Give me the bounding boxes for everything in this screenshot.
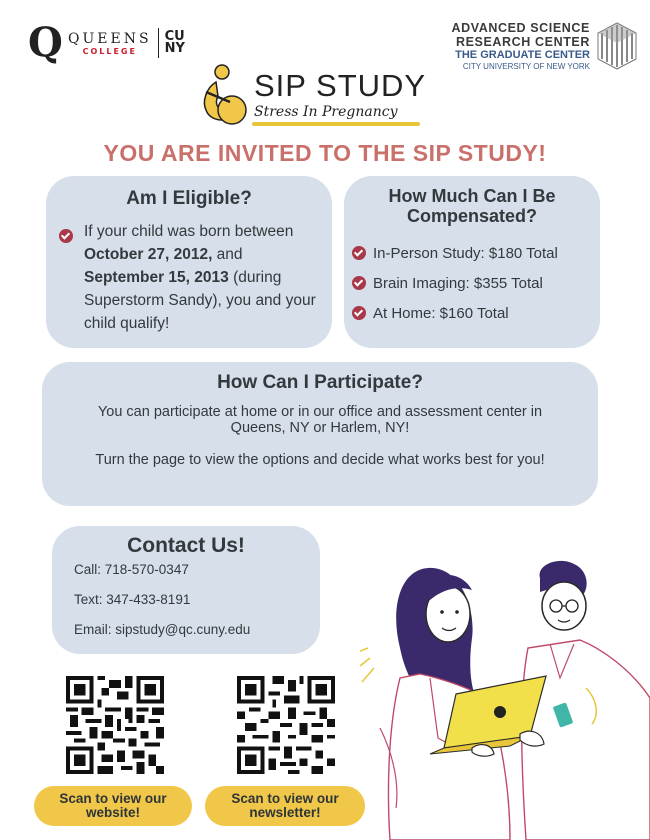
contact-title: Contact Us!: [127, 534, 245, 557]
sip-logo-subtitle: Stress In Pregnancy: [254, 104, 398, 120]
compensation-title: [344, 186, 600, 226]
eligibility-date-1: October 27, 2012,: [84, 246, 213, 263]
pregnancy-figure-icon: [196, 62, 252, 132]
scan-newsletter-line-1: Scan to view our: [231, 791, 339, 806]
asrc-logo: [438, 20, 638, 72]
asrc-wordmark: [438, 21, 590, 72]
cuny-logo-top: CU: [164, 29, 185, 44]
compensation-title-line-2: Compensated?: [406, 206, 538, 226]
asrc-line-2: RESEARCH CENTER: [455, 34, 590, 49]
check-bullet-icon: [352, 306, 366, 320]
contact-card: [52, 526, 320, 654]
scan-website-line-1: Scan to view our: [59, 791, 167, 806]
eligibility-text-3: (during Superstorm Sandy), you and your child qualify!: [84, 269, 316, 332]
sip-logo-underline: [252, 122, 420, 126]
participate-paragraph-2: Turn the page to view the options and decide what works best for you!: [95, 452, 545, 468]
eligibility-text: [84, 220, 324, 335]
contact-email[interactable]: Email: sipstudy@qc.cuny.edu: [74, 622, 251, 637]
contact-phone[interactable]: Call: 718-570-0347: [74, 562, 189, 577]
invite-heading: YOU ARE INVITED TO THE SIP STUDY!: [103, 140, 547, 166]
list-item: [352, 268, 598, 298]
participate-title: How Can I Participate?: [217, 372, 423, 393]
scan-newsletter-line-2: newsletter!: [249, 805, 321, 820]
qr-code-newsletter-icon[interactable]: [237, 676, 335, 774]
eligibility-card: [46, 176, 332, 348]
eligibility-date-2: September 15, 2013: [84, 269, 229, 286]
scan-website-label[interactable]: [34, 786, 192, 826]
cuny-logo-bottom: NY: [164, 41, 185, 56]
compensation-item-label: Brain Imaging: $355 Total: [373, 274, 543, 292]
compensation-list: [352, 238, 598, 328]
check-bullet-icon: [59, 229, 73, 243]
compensation-item-label: At Home: $160 Total: [373, 304, 509, 322]
qc-logo-wordmark: [68, 31, 152, 56]
sip-study-logo: [196, 62, 436, 132]
qc-logo-college: COLLEGE: [82, 46, 137, 56]
check-bullet-icon: [352, 276, 366, 290]
cuny-logo: [165, 31, 185, 55]
sip-logo-title: SIP STUDY: [254, 68, 427, 103]
logo-divider: [158, 28, 159, 58]
qc-logo-q: Q: [28, 19, 63, 66]
compensation-card: [344, 176, 600, 348]
compensation-title-line-1: How Much Can I Be: [388, 186, 556, 206]
compensation-item-label: In-Person Study: $180 Total: [373, 244, 558, 262]
scan-website-line-2: website!: [85, 805, 140, 820]
asrc-line-4: CITY UNIVERSITY OF NEW YORK: [462, 61, 590, 71]
scan-newsletter-label[interactable]: [205, 786, 365, 826]
eligibility-text-1: If your child was born between: [84, 223, 294, 240]
eligibility-title: Am I Eligible?: [126, 188, 252, 209]
qr-code-website-icon[interactable]: [66, 676, 164, 774]
contact-text[interactable]: Text: 347-433-8191: [74, 592, 191, 607]
participate-paragraph-1: You can participate at home or in our office and assessment center in Queens, NY or Harlem, NY!: [97, 404, 543, 436]
participate-card: [42, 362, 598, 506]
asrc-line-3: THE GRADUATE CENTER: [455, 48, 590, 61]
asrc-line-1: ADVANCED SCIENCE: [451, 20, 590, 35]
people-with-laptop-illustration: [360, 548, 650, 840]
eligibility-text-2: and: [212, 246, 243, 263]
asrc-cube-icon: [596, 21, 638, 71]
list-item: [352, 238, 598, 268]
list-item: [352, 298, 598, 328]
check-bullet-icon: [352, 246, 366, 260]
qc-logo-queens: QUEENS: [68, 30, 152, 47]
queens-college-logo: [28, 20, 198, 66]
